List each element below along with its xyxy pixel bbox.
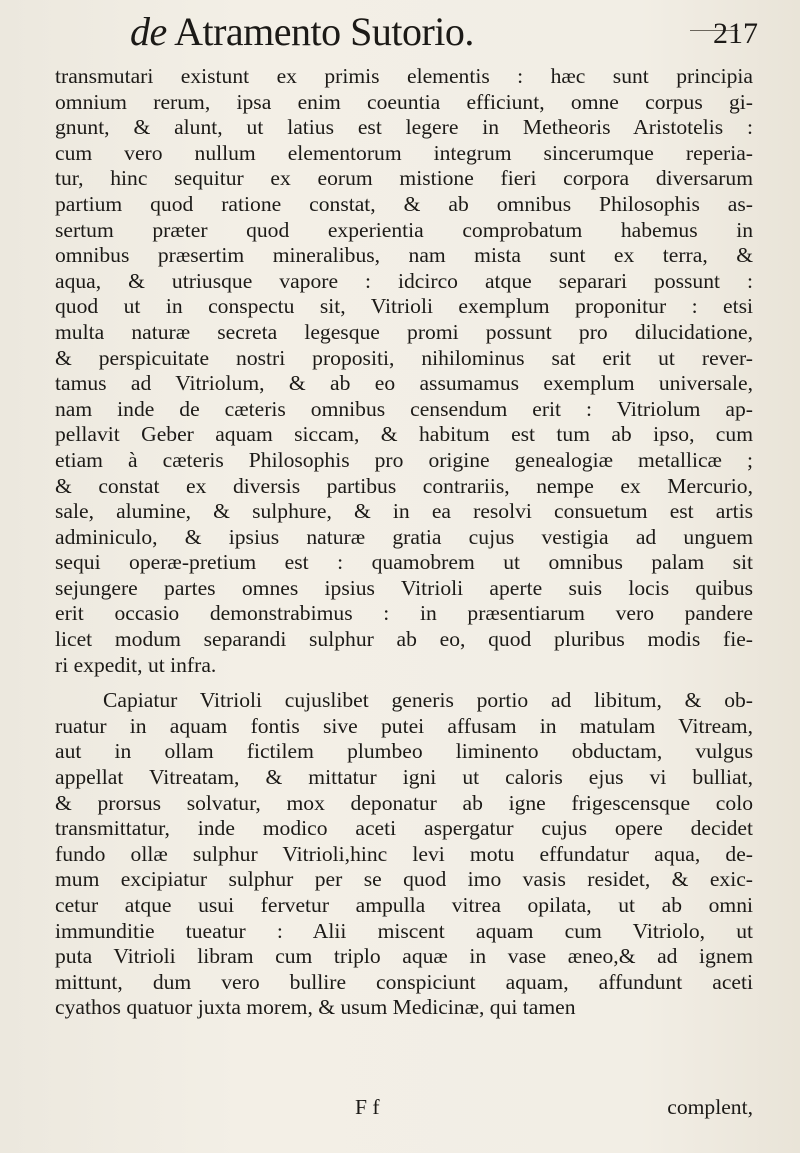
text-line: mum excipiatur sulphur per se quod imo vasis residet, & exic- (55, 867, 753, 892)
text-line: erit occasio demonstrabimus : in præsentiarum vero pandere (55, 601, 753, 626)
text-line: ruatur in aquam fontis sive putei affusam in matulam Vitream, (55, 713, 753, 738)
paragraph-1 (55, 64, 753, 678)
signature-mark: F f (355, 1095, 380, 1119)
text-line: appellat Vitreatam, & mittatur igni ut caloris ejus vi bulliat, (55, 765, 753, 790)
page-footer (55, 1094, 753, 1122)
text-line: Capiatur Vitrioli cujuslibet generis portio ad libitum, & ob- (103, 688, 753, 713)
text-line: cum vero nullum elementorum integrum sincerumque reperia- (55, 140, 753, 165)
text-line: licet modum separandi sulphur ab eo, quod pluribus modis fie- (55, 627, 753, 652)
text-line: omnibus præsertim mineralibus, nam mista sunt ex terra, & (55, 243, 753, 268)
running-head-prefix: de (130, 9, 167, 54)
text-line: & prorsus solvatur, mox deponatur ab igne frigescensque colo (55, 790, 753, 815)
text-line: immunditie tueatur : Alii miscent aquam cum Vitriolo, ut (55, 918, 753, 943)
text-line: sejungere partes omnes ipsius Vitrioli aperte suis locis quibus (55, 575, 753, 600)
text-line: multa naturæ secreta legesque promi possunt pro dilucidatione, (55, 319, 753, 344)
text-line: quod ut in conspectu sit, Vitrioli exemplum proponitur : etsi (55, 294, 753, 319)
catchword: complent, (667, 1095, 753, 1119)
text-line: aut in ollam fictilem plumbeo liminento obductam, vulgus (55, 739, 753, 764)
text-line: sale, alumine, & sulphure, & in ea resolvi consuetum est artis (55, 499, 753, 524)
body-text (55, 64, 753, 1021)
text-line: cyathos quatuor juxta morem, & usum Medicinæ, qui tamen (55, 995, 576, 1020)
running-head (130, 8, 680, 56)
text-line: mittunt, dum vero bullire conspiciunt aquam, affundunt aceti (55, 969, 753, 994)
text-line: puta Vitrioli libram cum triplo aquæ in vase æneo,& ad ignem (55, 944, 753, 969)
text-line: pellavit Geber aquam siccam, & habitum est tum ab ipso, cum (55, 422, 753, 447)
text-line: aqua, & utriusque vapore : idcirco atque separari possunt : (55, 268, 753, 293)
text-line: transmittatur, inde modico aceti aspergatur cujus opere decidet (55, 816, 753, 841)
text-line: tur, hinc sequitur ex eorum mistione fieri corpora diversarum (55, 166, 753, 191)
running-head-title: Atramento Sutorio. (174, 9, 474, 54)
text-line: cetur atque usui fervetur ampulla vitrea opilata, ut ab omni (55, 893, 753, 917)
text-line: tamus ad Vitriolum, & ab eo assumamus exemplum universale, (55, 371, 753, 396)
text-line: & perspicuitate nostri propositi, nihilominus sat erit ut rever- (55, 345, 753, 370)
text-line: gnunt, & alunt, ut latius est legere in Metheoris Aristotelis : (55, 115, 753, 140)
text-line: transmutari existunt ex primis elementis : hæc sunt principia (55, 64, 753, 88)
text-line: sertum præter quod experientia comprobatum habemus in (55, 217, 753, 242)
paragraph-2 (55, 688, 753, 1021)
text-line: omnium rerum, ipsa enim coeuntia efficiunt, omne corpus gi- (55, 89, 753, 114)
text-line: fundo ollæ sulphur Vitrioli,hinc levi motu effundatur aqua, de- (55, 841, 753, 866)
text-line: partium quod ratione constat, & ab omnibus Philosophis as- (55, 191, 753, 216)
text-line: ri expedit, ut infra. (55, 652, 217, 677)
text-line: sequi operæ-pretium est : quamobrem ut omnibus palam sit (55, 550, 753, 575)
text-line: nam inde de cæteris omnibus censendum erit : Vitriolum ap- (55, 396, 753, 421)
text-line: adminiculo, & ipsius naturæ gratia cujus vestigia ad unguem (55, 524, 753, 549)
text-line: & constat ex diversis partibus contrariis, nempe ex Mercurio, (55, 473, 753, 498)
text-line: etiam à cæteris Philosophis pro origine genealogiæ metallicæ ; (55, 447, 753, 472)
page-number: 217 (713, 17, 758, 50)
